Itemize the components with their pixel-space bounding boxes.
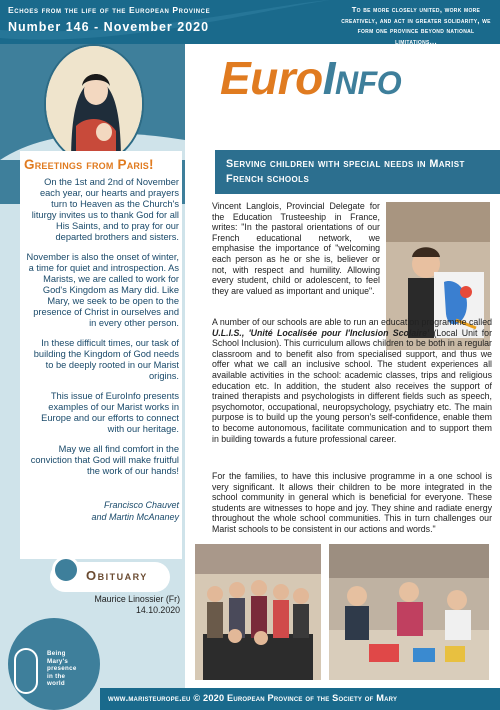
- madonna-image: [44, 44, 144, 164]
- signature-line: and Martin McAnaney: [91, 511, 179, 522]
- signature-line: Francisco Chauvet: [103, 500, 179, 510]
- logo-line: world: [47, 680, 65, 687]
- greetings-paragraph: This issue of EuroInfo presents examples of our Marist works in Europe and our efforts to connect with our heritage.: [41, 391, 179, 434]
- article-text: (Local Unit for School Inclusion). This curriculum allows children to be both in a regular classroom and to benefit also from specialised support, and thus we offer what we call an inclusive school. The student experiences all available activities in the school: academic classes, trips and religious education etc. In addition, the student also receives the support of trained therapists and psychologists in different fields such as speech, psychomotor, occupational, neuropsychology, psychiatry etc. The main purpose is to build up the young person's self-confidence, enable them to become autonomous, facilitate communication and to support them in building towards a future professional career.: [212, 327, 492, 444]
- greetings-paragraph: May we all find comfort in the conviction that God will make fruitful the work of our hands!: [30, 444, 179, 476]
- obituary-name: Maurice Linossier (Fr): [94, 594, 180, 604]
- article-title: Serving children with special needs in Marist French schools: [226, 158, 465, 185]
- greetings-paragraph: November is also the onset of winter, a time for quiet and introspection. As Marists, we are called to work for God's Kingdom as Mary did. Like Mary, we seek to be open to the presence of Christ in ourselves and in every other person.: [26, 252, 179, 328]
- greetings-signature: [24, 500, 179, 523]
- article-text: A number of our schools are able to run an education programme called: [212, 317, 492, 327]
- logo-line: Mary's: [47, 657, 69, 665]
- footer-link[interactable]: www.maristeurope.eu © 2020 European Province of the Society of Mary: [108, 693, 398, 703]
- photo-group-sofa: [195, 544, 321, 680]
- obituary-date: 14.10.2020: [135, 604, 180, 615]
- article-paragraph: Vincent Langlois, Provincial Delegate for the Education Trusteeship in France, writes: "In the pastoral orientations of our French educational network, we emphasise the importance of "welcoming each person as he or she is, believer or not, with respect and humility. Allowing every student, child or adolescent, to feel they are valued as important and unique".: [212, 201, 380, 296]
- greetings-paragraph: In these difficult times, our task of building the Kingdom of God needs to be deeply rooted in our Marist origins.: [33, 338, 179, 381]
- masthead-info: Info: [322, 52, 402, 104]
- header-echoes: Echoes from the life of the European Province: [8, 5, 211, 15]
- greetings-title: Greetings from Paris!: [24, 157, 154, 172]
- logo-text: [47, 650, 77, 688]
- article-paragraph: For the families, to have this inclusive programme in a one school is very significant. It allows their children to be more integrated in the school community in general which is beneficial for everyone. These students are witnesses to hope and joy. They shine and radiate energy throughout the whole school communities. This in turn challenges our Marist schools to be consistent in our actions and words.": [212, 471, 492, 534]
- masthead-title: [220, 50, 500, 110]
- masthead-euro: Euro: [220, 52, 323, 104]
- greetings-body: [24, 177, 179, 486]
- ulis-name: U.L.I.S., 'Unité Localisée pour l'Inclusion Scolaire': [212, 327, 430, 338]
- obituary-title: Obituary: [86, 568, 148, 583]
- marist-logo-icon: [14, 648, 38, 694]
- greetings-paragraph: On the 1st and 2nd of November each year, our hearts and prayers turn to Heaven as the Church's liturgy invites us to thank God for all His Saints, and to pray for our departed brothers and sisters.: [31, 177, 179, 242]
- obituary-circle-icon: [52, 556, 80, 584]
- province-motto: To be more closely united, work more creatively, and act in greater solidarity, we form one province beyond national limitations...: [341, 5, 491, 46]
- article-paragraph: [212, 317, 492, 444]
- logo-line: presence: [47, 665, 77, 672]
- logo-line: Being: [47, 650, 66, 657]
- logo-line: in the: [47, 672, 66, 680]
- photo-classroom-table: [329, 544, 489, 680]
- obituary-entry: [30, 594, 180, 615]
- issue-number: Number 146 - November 2020: [8, 20, 210, 34]
